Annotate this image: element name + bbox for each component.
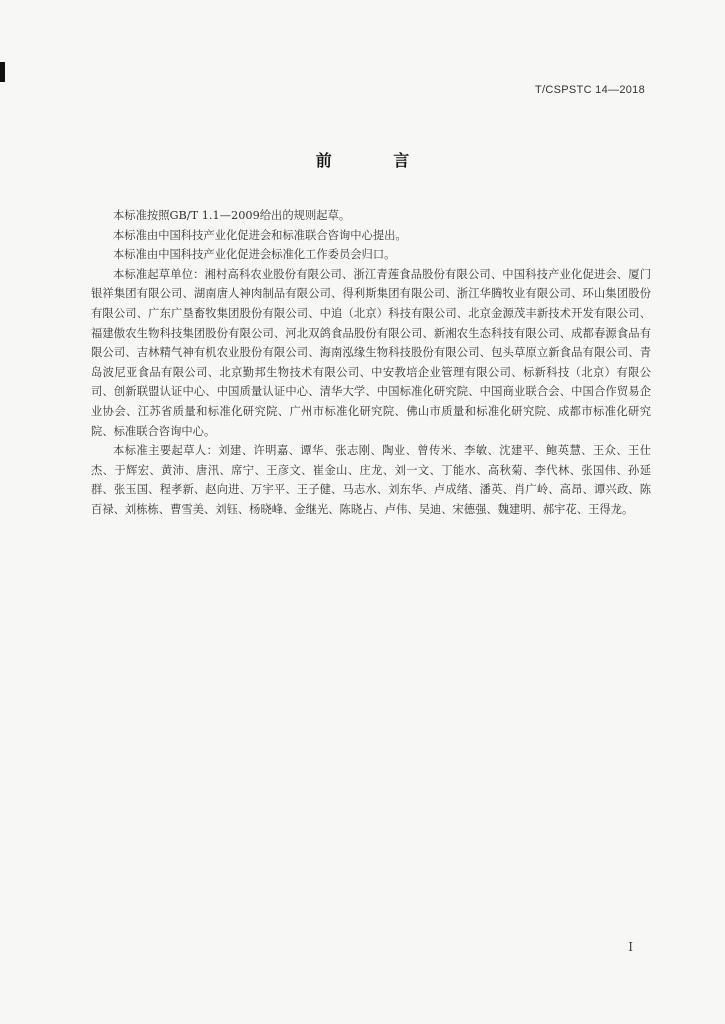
paragraph-drafters: 本标准主要起草人：刘建、许明嘉、谭华、张志刚、陶业、曾传米、李敏、沈建平、鲍英慧、王众、王仕杰、于辉宏、黄沛、唐汛、席宁、王彦文、崔金山、庄龙、刘一文、丁能水、高秋菊、李代林、张国伟、孙延群、张玉国、程孝新、赵向进、万宇平、王子健、马志水、刘东华、卢成绪、潘英、肖广岭、高昂、谭兴政、陈百禄、刘栋栋、曹雪美、刘钰、杨晓峰、金继光、陈晓占、卢伟、吴迪、宋德强、魏建明、郝宇花、王得龙。 [91, 444, 651, 516]
page-number: I [628, 940, 633, 954]
paragraph-proposer: 本标准由中国科技产业化促进会和标准联合咨询中心提出。 [113, 228, 407, 242]
scan-edge-mark [0, 62, 5, 82]
page-title: 前 言 [315, 151, 438, 170]
foreword-body [91, 206, 651, 520]
paragraph-drafting-units: 本标准起草单位：湘村高科农业股份有限公司、浙江青莲食品股份有限公司、中国科技产业化促进会、厦门银祥集团有限公司、湖南唐人神肉制品有限公司、得利斯集团有限公司、浙江华腾牧业有限公司、环山集团股份有限公司、广东广垦畜牧集团股份有限公司、中追（北京）科技有限公司、北京金源茂丰新技术开发有限公司、福建傲农生物科技集团股份有限公司、河北双鸽食品股份有限公司、新湘农生态科技有限公司、成都春源食品有限公司、吉林精气神有机农业股份有限公司、海南泓缘生物科技股份有限公司、包头草原立新食品有限公司、青岛波尼亚食品有限公司、北京勤邦生物技术有限公司、中安教培企业管理有限公司、标新科技（北京）有限公司、创新联盟认证中心、中国质量认证中心、清华大学、中国标准化研究院、中国商业联合会、中国合作贸易企业协会、江苏省质量和标准化研究院、广州市标准化研究院、佛山市质量和标准化研究院、成都市标准化研究院、标准联合咨询中心。 [91, 267, 651, 438]
document-code: T/CSPSTC 14—2018 [535, 84, 645, 96]
paragraph-drafting-rules: 本标准按照GB/T 1.1—2009给出的规则起草。 [113, 209, 351, 222]
paragraph-centralized-unit: 本标准由中国科技产业化促进会标准化工作委员会归口。 [113, 248, 396, 262]
